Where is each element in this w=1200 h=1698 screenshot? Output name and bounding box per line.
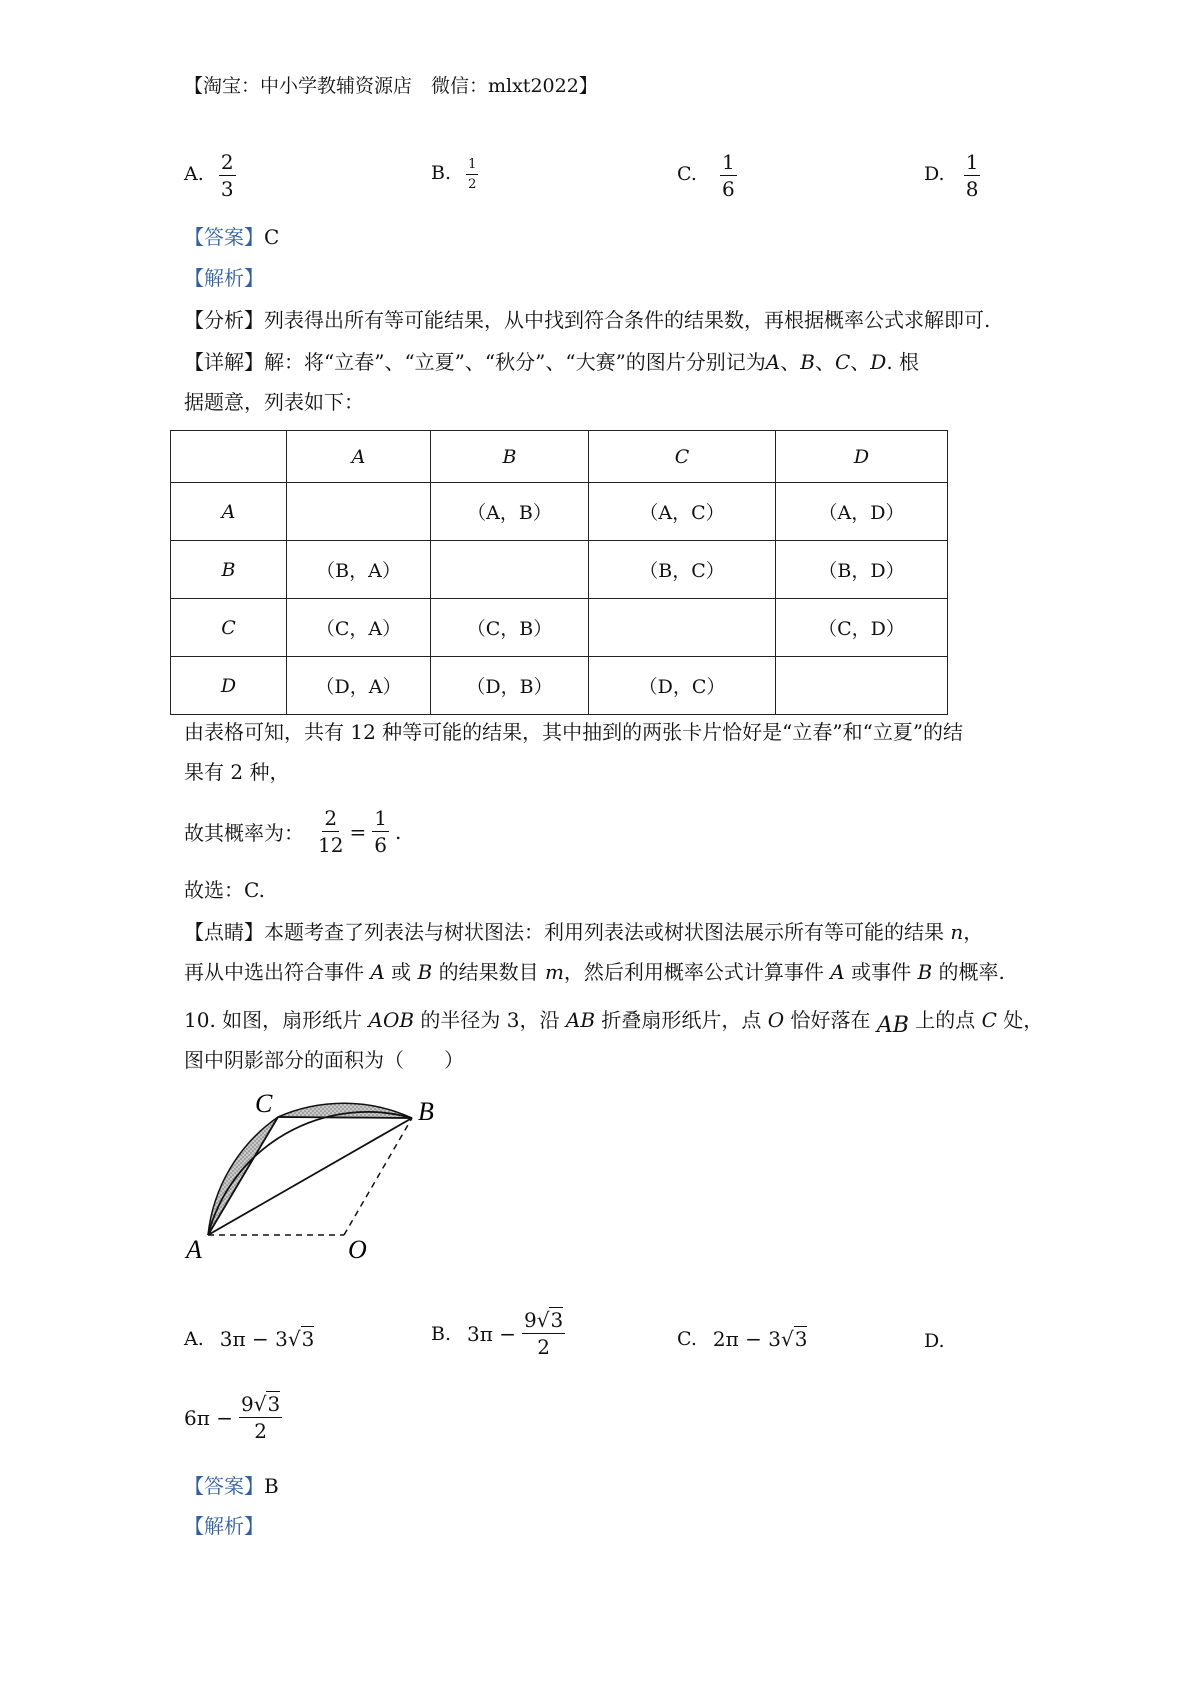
label-b: B	[418, 1097, 434, 1126]
dianjing-tag: 【点睛】	[184, 920, 264, 944]
radicand: 3	[550, 1308, 564, 1332]
prob-fraction-1	[318, 808, 343, 855]
numerator: 2	[324, 806, 338, 830]
letter-c: C	[834, 350, 851, 374]
sqrt-icon: √	[780, 1326, 794, 1351]
q9-fenxi	[184, 306, 990, 334]
stem-text: 处，	[996, 1008, 1044, 1032]
outcome-table	[170, 430, 948, 715]
option-label: A.	[184, 1327, 204, 1350]
option-label: D.	[924, 163, 945, 185]
xiangjie-text: 解：将“立春”、“立夏”、“秋分”、“大赛”的图片分别记为	[264, 350, 766, 374]
numerator	[522, 1310, 565, 1334]
table-cell: （D，B）	[431, 657, 589, 715]
q10-stem-line2: 图中阴影部分的面积为（ ）	[184, 1048, 464, 1072]
prob-fraction-2	[372, 808, 389, 855]
answer-value: C	[264, 225, 280, 249]
q10-option-d[interactable]	[184, 1394, 282, 1441]
shaded-region-top	[278, 1103, 412, 1118]
segment-ac	[208, 1117, 278, 1235]
answer-tag: 【答案】	[184, 1474, 264, 1498]
radicand: 3	[301, 1327, 315, 1351]
answer-value: B	[264, 1474, 279, 1498]
numerator: 1	[466, 158, 478, 175]
option-fraction	[720, 152, 737, 199]
q9-dianjing-line2	[184, 958, 1005, 986]
option-fraction	[239, 1394, 282, 1441]
table-row	[171, 483, 948, 541]
var-m: m	[544, 960, 564, 984]
dianjing-text: 或	[384, 960, 418, 984]
q9-answer	[184, 223, 279, 251]
denominator: 12	[318, 833, 344, 857]
var-a: A	[830, 960, 845, 984]
option-lead: 2π − 3	[712, 1326, 781, 1351]
label-o: O	[348, 1235, 367, 1264]
dianjing-text: 或事件	[844, 960, 918, 984]
dianjing-text: 的概率.	[932, 960, 1005, 984]
table-header-cell: C	[589, 431, 776, 483]
letter-b: B	[800, 350, 815, 374]
table-cell: A	[171, 483, 287, 541]
option-label: B.	[431, 1322, 452, 1345]
var-o: O	[767, 1008, 785, 1032]
table-cell	[776, 657, 948, 715]
q10-option-d-label[interactable]	[924, 1330, 945, 1352]
q9-xiangjie	[184, 348, 919, 376]
table-cell: （B，C）	[589, 541, 776, 599]
stem-text: 如图，扇形纸片	[215, 1008, 369, 1032]
table-cell: （D，C）	[589, 657, 776, 715]
denominator: 2	[468, 177, 477, 192]
sqrt-icon: √	[253, 1392, 267, 1416]
numerator: 1	[965, 150, 979, 174]
denominator: 6	[722, 177, 735, 201]
table-cell: （B，D）	[776, 541, 948, 599]
segment-cb	[278, 1117, 412, 1118]
dianjing-text: ，然后利用概率公式计算事件	[563, 960, 831, 984]
option-fraction	[466, 158, 478, 191]
question-number: 10.	[184, 1008, 216, 1032]
var-b: B	[417, 960, 433, 984]
denominator: 6	[374, 833, 387, 857]
q9-option-b[interactable]	[431, 158, 478, 191]
table-cell	[287, 483, 431, 541]
sqrt-icon: √	[536, 1308, 550, 1332]
table-cell: B	[171, 541, 287, 599]
q10-analysis-tag: 【解析】	[184, 1514, 264, 1538]
table-cell: （A，B）	[431, 483, 589, 541]
dianjing-text: ，	[963, 920, 984, 944]
label-a: A	[186, 1235, 202, 1264]
coefficient: 9	[240, 1392, 254, 1416]
q10-answer	[184, 1472, 279, 1500]
q9-dianjing-line1	[184, 918, 983, 946]
table-header-cell: B	[431, 431, 589, 483]
var-aob: AOB	[368, 1008, 415, 1032]
separator: 、	[780, 350, 801, 374]
q10-option-b[interactable]	[431, 1310, 565, 1357]
table-header-row	[171, 431, 948, 483]
option-label: B.	[431, 162, 452, 184]
denominator: 8	[965, 177, 979, 201]
sqrt-icon: √	[287, 1326, 301, 1351]
option-fraction	[219, 152, 236, 199]
q9-probability	[184, 808, 401, 855]
table-header-cell: D	[776, 431, 948, 483]
table-row	[171, 541, 948, 599]
option-lead: 3π − 3	[219, 1326, 288, 1351]
option-fraction	[522, 1310, 565, 1357]
letter-d: D	[870, 350, 887, 374]
table-cell: D	[171, 657, 287, 715]
table-cell: （C，B）	[431, 599, 589, 657]
table-row	[171, 599, 948, 657]
option-label: D.	[924, 1330, 945, 1352]
q9-option-d[interactable]	[924, 152, 980, 199]
var-c: C	[981, 1008, 997, 1032]
table-cell: （D，A）	[287, 657, 431, 715]
stem-text: 的半径为 3，沿	[414, 1008, 566, 1032]
dianjing-text: 的结果数目	[432, 960, 545, 984]
stem-text: 折叠扇形纸片，点	[595, 1008, 768, 1032]
q9-xiangjie-line2: 据题意，列表如下：	[184, 390, 364, 414]
letter-a: A	[765, 350, 781, 374]
fenxi-text: 列表得出所有等可能结果，从中找到符合条件的结果数，再根据概率公式求解即可.	[264, 308, 991, 332]
sector-figure	[180, 1090, 460, 1265]
numerator: 2	[220, 150, 234, 174]
fenxi-tag: 【分析】	[184, 308, 264, 332]
table-cell: （A，D）	[776, 483, 948, 541]
q9-option-a[interactable]	[184, 152, 236, 199]
table-cell: （C，A）	[287, 599, 431, 657]
option-label: A.	[184, 163, 204, 185]
prob-prefix: 故其概率为：	[184, 821, 304, 845]
table-header-cell	[171, 431, 287, 483]
answer-tag: 【答案】	[184, 225, 264, 249]
denominator: 3	[220, 177, 234, 201]
var-ab: AB	[565, 1008, 596, 1032]
q9-analysis-tag: 【解析】	[184, 266, 264, 290]
table-cell: C	[171, 599, 287, 657]
q10-option-c[interactable]	[677, 1326, 807, 1351]
denominator: 2	[537, 1335, 550, 1359]
table-header-cell: A	[287, 431, 431, 483]
var-n: n	[950, 920, 964, 944]
equals-sign: =	[349, 819, 367, 844]
separator: 、	[850, 350, 871, 374]
radicand: 3	[794, 1327, 808, 1351]
q10-stem-line1	[184, 1006, 1044, 1038]
q9-option-c[interactable]	[677, 152, 737, 199]
xiangjie-tag: 【详解】	[184, 350, 264, 374]
xiangjie-end: . 根	[886, 350, 920, 374]
option-lead: 3π −	[467, 1321, 516, 1346]
table-cell: （A，C）	[589, 483, 776, 541]
table-cell: （B，A）	[287, 541, 431, 599]
table-cell	[589, 599, 776, 657]
option-fraction	[964, 152, 981, 199]
page-header: 【淘宝：中小学教辅资源店 微信：mlxt2022】	[184, 75, 598, 97]
numerator: 1	[722, 150, 735, 174]
separator: 、	[814, 350, 835, 374]
stem-text: 恰好落在	[784, 1008, 877, 1032]
var-b: B	[917, 960, 933, 984]
numerator	[239, 1394, 282, 1418]
denominator: 2	[254, 1419, 267, 1443]
option-lead: 6π −	[184, 1405, 233, 1430]
stem-text: 上的点	[908, 1008, 982, 1032]
option-label: C.	[677, 163, 697, 185]
table-row	[171, 657, 948, 715]
segment-ob-dashed	[344, 1118, 412, 1235]
q9-conclusion-line1: 由表格可知，共有 12 种等可能的结果，其中抽到的两张卡片恰好是“立春”和“立夏”的结	[184, 720, 964, 744]
q10-option-a[interactable]	[184, 1326, 314, 1351]
var-a: A	[370, 960, 385, 984]
q9-conclusion-line2: 果有 2 种，	[184, 760, 290, 784]
q9-choose: 故选：C.	[184, 878, 265, 902]
arc-ab: AB	[876, 1013, 909, 1038]
dianjing-text: 再从中选出符合事件	[184, 960, 371, 984]
prob-end: .	[394, 819, 402, 844]
coefficient: 9	[524, 1308, 537, 1332]
table-cell: （C，D）	[776, 599, 948, 657]
radicand: 3	[267, 1392, 281, 1416]
label-c: C	[255, 1090, 273, 1118]
dianjing-text: 本题考查了列表法与树状图法：利用列表法或树状图法展示所有等可能的结果	[264, 920, 951, 944]
numerator: 1	[374, 806, 387, 830]
option-label: C.	[677, 1327, 697, 1350]
table-cell	[431, 541, 589, 599]
